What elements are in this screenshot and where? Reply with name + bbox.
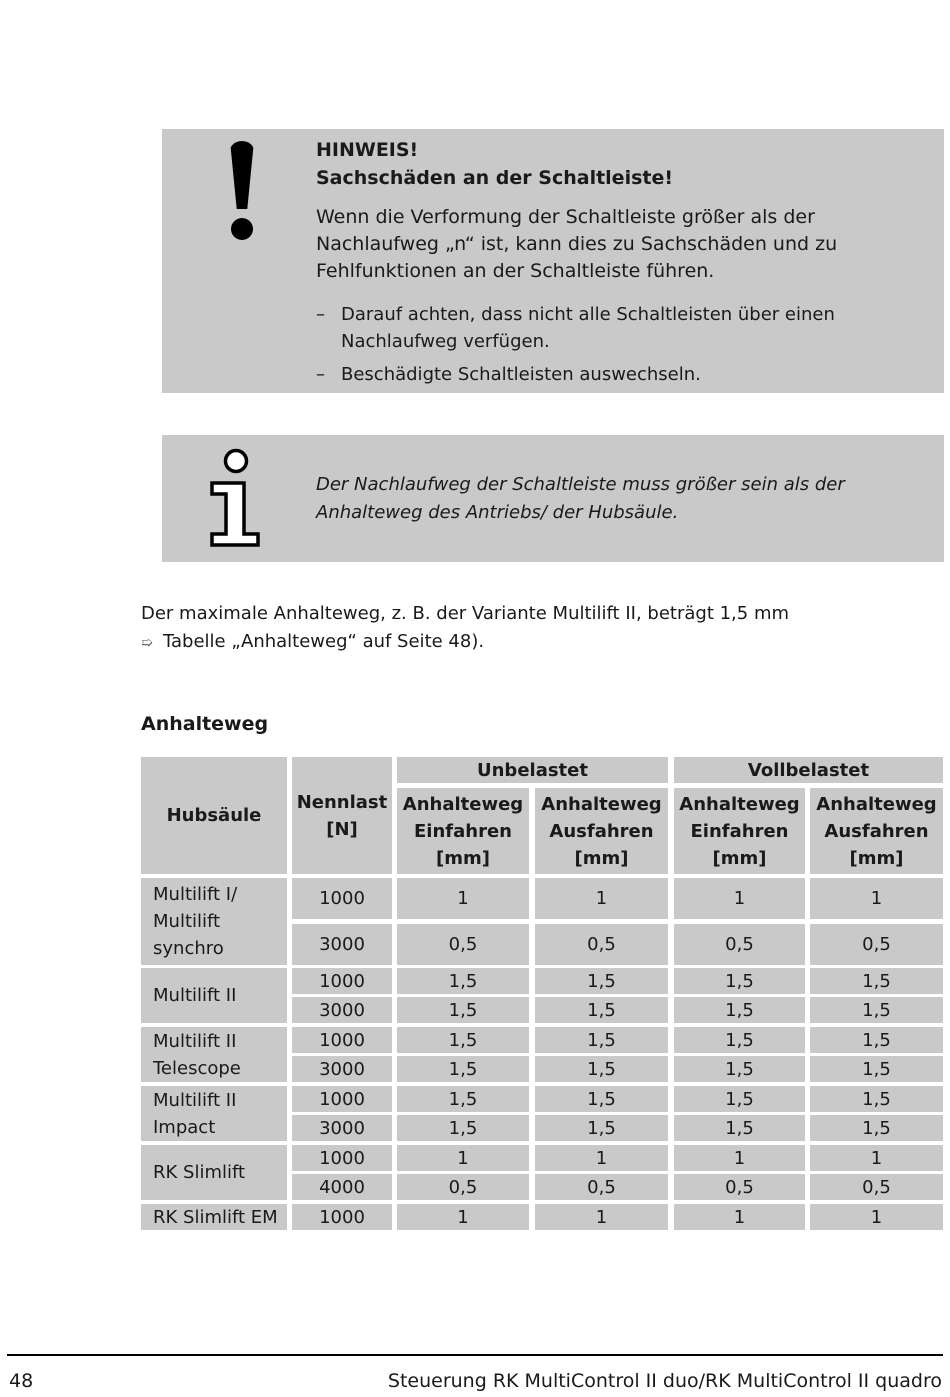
table-cell-anhalteweg: 1,5: [397, 1027, 529, 1053]
footer-title: Steuerung RK MultiControl II duo/RK MultiControl II quadro: [387, 1370, 942, 1392]
table-cell-anhalteweg: 0,5: [397, 924, 529, 965]
table-cell-nennlast: 4000: [292, 1174, 392, 1200]
table-cell-anhalteweg: 1: [674, 878, 805, 919]
table-cell-anhalteweg: 1,5: [397, 1086, 529, 1112]
table-cell-anhalteweg: 0,5: [535, 1174, 668, 1200]
table-cell-anhalteweg: 1,5: [674, 1086, 805, 1112]
column-header-einfahren-vollbelastet: Anhalteweg Einfahren [mm]: [674, 788, 805, 874]
arrow-icon: ➯: [141, 635, 153, 651]
table-cell-anhalteweg: 0,5: [535, 924, 668, 965]
table-cell-anhalteweg: 1,5: [810, 1086, 943, 1112]
table-cell-nennlast: 1000: [292, 1204, 392, 1230]
list-item: [316, 301, 916, 355]
table-cell-nennlast: 3000: [292, 997, 392, 1023]
bullet-text: Darauf achten, dass nicht alle Schaltleisten über einen Nachlaufweg verfügen.: [341, 304, 835, 352]
table-cell-anhalteweg: 1: [535, 1204, 668, 1230]
row-header-hubsaeule: Multilift II Telescope: [141, 1027, 287, 1082]
row-header-hubsaeule: Multilift I/ Multilift synchro: [141, 878, 287, 965]
table-cell-anhalteweg: 1: [397, 1145, 529, 1171]
column-group-header-unbelastet: Unbelastet: [397, 757, 668, 783]
table-cell-anhalteweg: 1,5: [397, 997, 529, 1023]
info-box: [162, 435, 944, 562]
bullet-dash: –: [316, 304, 325, 325]
table-cell-nennlast: 3000: [292, 924, 392, 965]
info-icon: [208, 448, 264, 548]
table-cell-anhalteweg: 1,5: [535, 1086, 668, 1112]
notice-box: [162, 129, 944, 393]
table-cell-anhalteweg: 1,5: [674, 1027, 805, 1053]
intro-link-text[interactable]: Tabelle „Anhalteweg“ auf Seite 48).: [163, 631, 485, 652]
table-cell-anhalteweg: 1: [674, 1204, 805, 1230]
table-cell-anhalteweg: 1,5: [674, 1056, 805, 1082]
column-header-einfahren-unbelastet: Anhalteweg Einfahren [mm]: [397, 788, 529, 874]
table-cell-anhalteweg: 0,5: [810, 1174, 943, 1200]
table-cell-anhalteweg: 1,5: [397, 968, 529, 994]
table-cell-anhalteweg: 1,5: [810, 997, 943, 1023]
table-cell-nennlast: 3000: [292, 1056, 392, 1082]
notice-title-line2: Sachschäden an der Schaltleiste!: [316, 167, 674, 189]
table-cell-anhalteweg: 1,5: [535, 1027, 668, 1053]
table-cell-anhalteweg: 1,5: [674, 997, 805, 1023]
column-group-header-vollbelastet: Vollbelastet: [674, 757, 943, 783]
exclamation-icon: [228, 141, 258, 237]
table-title: Anhalteweg: [141, 713, 269, 735]
table-cell-anhalteweg: 1,5: [810, 968, 943, 994]
table-cell-anhalteweg: 1: [674, 1145, 805, 1171]
intro-paragraph: [141, 600, 841, 657]
table-cell-anhalteweg: 1: [810, 878, 943, 919]
table-cell-anhalteweg: 1: [397, 878, 529, 919]
table-cell-anhalteweg: 1: [535, 1145, 668, 1171]
notice-title-line1: HINWEIS!: [316, 139, 419, 161]
table-cell-anhalteweg: 1: [397, 1204, 529, 1230]
table-cell-anhalteweg: 1,5: [535, 1056, 668, 1082]
table-cell-anhalteweg: 1: [810, 1204, 943, 1230]
table-cell-nennlast: 1000: [292, 1086, 392, 1112]
table-cell-anhalteweg: 1,5: [535, 968, 668, 994]
table-cell-anhalteweg: 0,5: [810, 924, 943, 965]
notice-paragraph: Wenn die Verformung der Schaltleiste größer als der Nachlaufweg „n“ ist, kann dies zu Sachschäden und zu Fehlfunktionen an der Schaltleiste führen.: [316, 206, 838, 282]
table-cell-anhalteweg: 0,5: [674, 924, 805, 965]
row-header-hubsaeule: Multilift II Impact: [141, 1086, 287, 1141]
bullet-text: Beschädigte Schaltleisten auswechseln.: [341, 364, 701, 385]
table-cell-anhalteweg: 0,5: [397, 1174, 529, 1200]
table-cell-nennlast: 1000: [292, 878, 392, 919]
table-cell-anhalteweg: 1,5: [535, 1115, 668, 1141]
intro-line1: Der maximale Anhalteweg, z. B. der Variante Multilift II, beträgt 1,5 mm: [141, 603, 790, 624]
list-item: [316, 361, 916, 388]
intro-line2: [141, 628, 841, 657]
notice-bullet-list: [316, 301, 916, 394]
table-cell-nennlast: 1000: [292, 1145, 392, 1171]
table-cell-anhalteweg: 1,5: [810, 1056, 943, 1082]
page-number: 48: [9, 1370, 34, 1392]
table-cell-anhalteweg: 1,5: [535, 997, 668, 1023]
column-header-ausfahren-unbelastet: Anhalteweg Ausfahren [mm]: [535, 788, 668, 874]
column-header-hubsaeule: Hubsäule: [141, 757, 287, 874]
info-text: Der Nachlaufweg der Schaltleiste muss größer sein als der Anhalteweg des Antriebs/ der Hubsäule.: [316, 474, 845, 523]
column-header-ausfahren-vollbelastet: Anhalteweg Ausfahren [mm]: [810, 788, 943, 874]
row-header-hubsaeule: RK Slimlift: [141, 1145, 287, 1200]
table-cell-anhalteweg: 1,5: [674, 1115, 805, 1141]
footer-divider: [7, 1354, 943, 1356]
table-cell-anhalteweg: 1,5: [810, 1027, 943, 1053]
table-cell-anhalteweg: 1,5: [674, 968, 805, 994]
table-cell-anhalteweg: 1,5: [397, 1115, 529, 1141]
table-cell-anhalteweg: 1,5: [810, 1115, 943, 1141]
table-cell-nennlast: 1000: [292, 968, 392, 994]
column-header-nennlast: Nennlast [N]: [292, 757, 392, 874]
table-cell-anhalteweg: 1,5: [397, 1056, 529, 1082]
table-cell-anhalteweg: 0,5: [674, 1174, 805, 1200]
row-header-hubsaeule: Multilift II: [141, 968, 287, 1023]
table-cell-nennlast: 3000: [292, 1115, 392, 1141]
table-cell-anhalteweg: 1: [535, 878, 668, 919]
table-cell-anhalteweg: 1: [810, 1145, 943, 1171]
table-cell-nennlast: 1000: [292, 1027, 392, 1053]
row-header-hubsaeule: RK Slimlift EM: [141, 1204, 287, 1230]
bullet-dash: –: [316, 364, 325, 385]
notice-title: [316, 136, 916, 192]
